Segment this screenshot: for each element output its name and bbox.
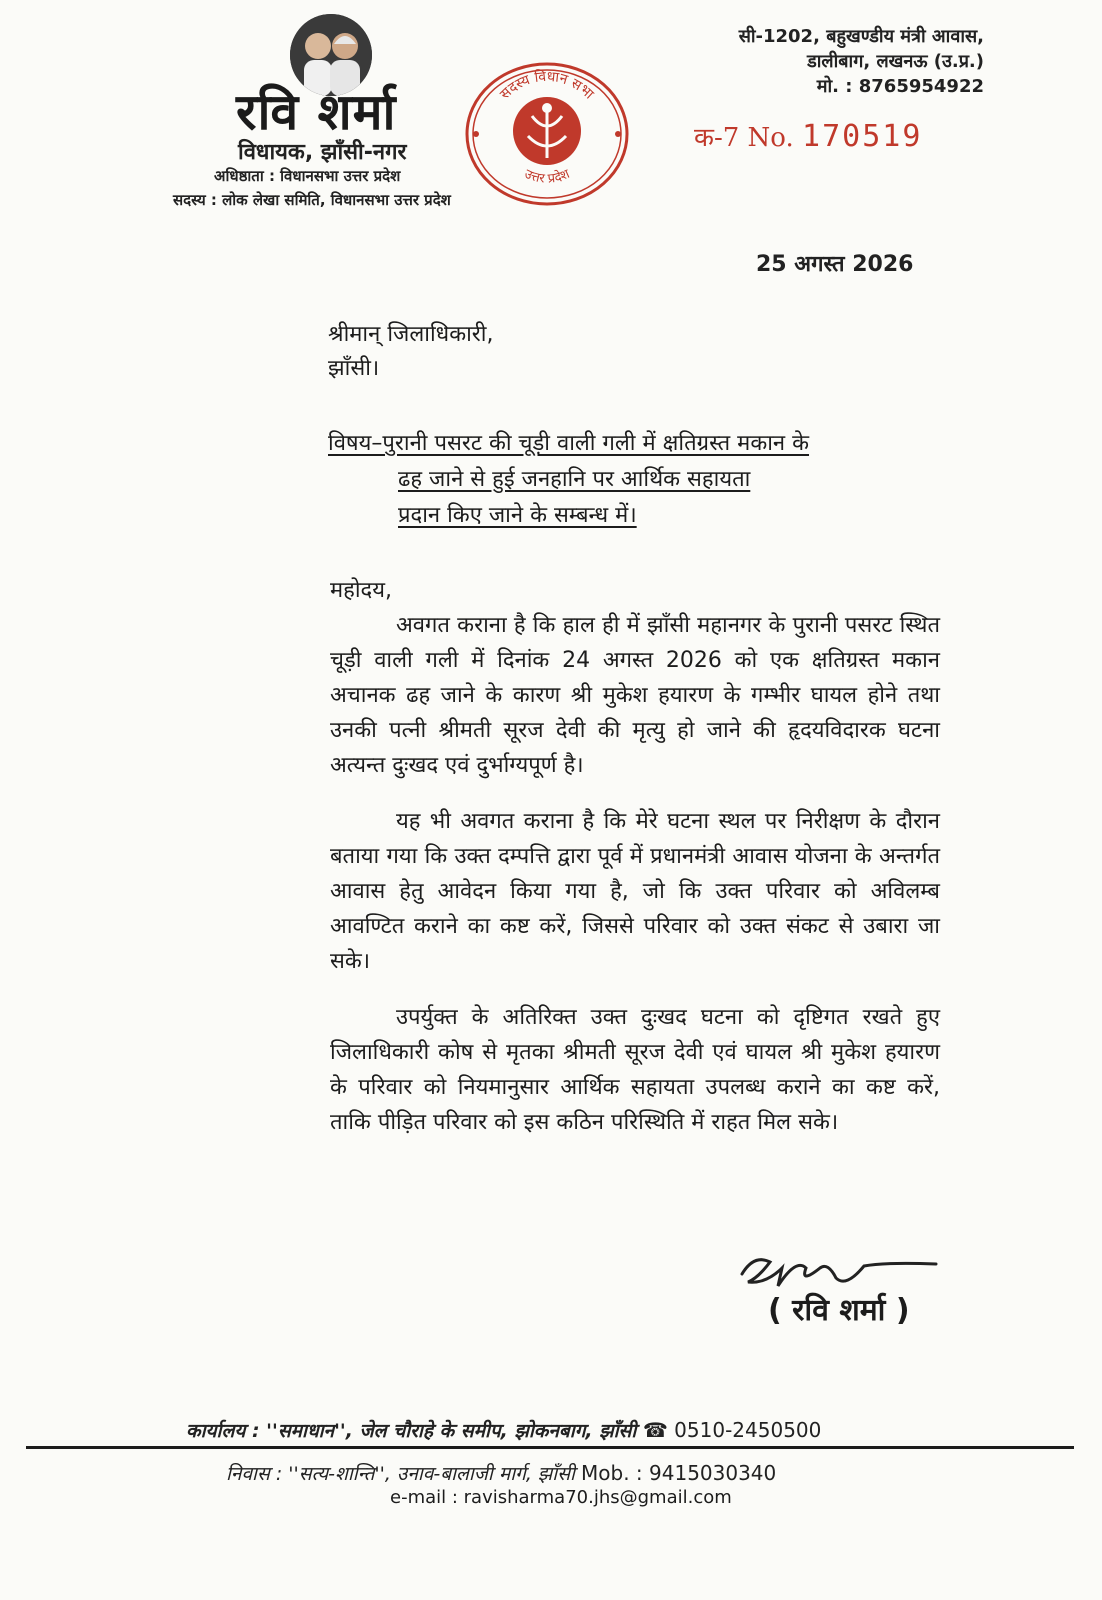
- address-line-2: डालीबाग, लखनऊ (उ.प्र.): [807, 51, 984, 72]
- letter-date: 25 अगस्त 2026: [756, 252, 914, 277]
- footer-office: [186, 1417, 821, 1443]
- addressee-line-1: श्रीमान् जिलाधिकारी,: [328, 322, 494, 347]
- body-paragraph-1: अवगत कराना है कि हाल ही में झाँसी महानगर के पुरानी पसरट स्थित चूड़ी वाली गली में दिनांक 24 अगस्त 2026 को एक क्षतिग्रस्त मकान अचानक ढह जाने के कारण श्री मुकेश हयारण के गम्भीर घायल होने तथा उनकी पत्नी श्रीमती सूरज देवी की मृत्यु हो जाने की हृदयविदारक घटना अत्यन्त दुःखद एवं दुर्भाग्यपूर्ण है।: [330, 613, 940, 778]
- salutation: महोदय,: [330, 578, 392, 603]
- signatory-name: ( रवि शर्मा ): [768, 1293, 910, 1328]
- address-line-1: सी-1202, बहुखण्डीय मंत्री आवास,: [738, 26, 984, 47]
- mobile-number: Mob. : 9415030340: [581, 1461, 777, 1485]
- residence-address: निवास : ''सत्य-शान्ति'', उनाव-बालाजी मार्ग, झाँसी: [226, 1463, 575, 1485]
- assembly-seal-icon: [462, 56, 632, 206]
- body-paragraph-2: यह भी अवगत कराना है कि मेरे घटना स्थल पर निरीक्षण के दौरान बताया गया कि उक्त दम्पत्ति द्वारा पूर्व में प्रधानमंत्री आवास योजना के अन्तर्गत आवास हेतु आवेदन किया गया है, जो कि उक्त परिवार को अविलम्ब आवण्टित कराने का कष्ट करें, जिससे परिवार को उक्त संकट से उबारा जा सके।: [330, 809, 940, 974]
- subject-line-1: विषय–पुरानी पसरट की चूड़ी वाली गली में क्षतिग्रस्त मकान के: [328, 431, 810, 456]
- seal-top-text: सदस्य विधान सभा: [497, 68, 597, 103]
- address-line-3: मो. : 8765954922: [816, 76, 984, 97]
- letterhead-designation: विधायक, झाँसी-नगर: [238, 140, 407, 165]
- reference-value: 170519: [802, 119, 923, 154]
- letterhead-name: रवि शर्मा: [236, 83, 397, 141]
- official-address: [739, 24, 984, 99]
- footer-residence: [226, 1460, 776, 1486]
- office-phone: ☎ 0510-2450500: [642, 1418, 822, 1442]
- addressee: [328, 318, 493, 386]
- subject-line-2: ढह जाने से हुई जनहानि पर आर्थिक सहायता: [398, 467, 751, 492]
- footer-email: e-mail : ravisharma70.jhs@gmail.com: [390, 1487, 732, 1508]
- footer-divider: [26, 1446, 1074, 1449]
- body-paragraph-3: उपर्युक्त के अतिरिक्त उक्त दुःखद घटना को दृष्टिगत रखते हुए जिलाधिकारी कोष से मृतका श्रीमती सूरज देवी एवं घायल श्री मुकेश हयारण के परिवार को नियमानुसार आर्थिक सहायता उपलब्ध कराने का कष्ट करें, ताकि पीड़ित परिवार को इस कठिन परिस्थिति में राहत मिल सके।: [330, 1005, 940, 1135]
- letterhead-role-1: अधिष्ठाता : विधानसभा उत्तर प्रदेश: [214, 167, 401, 185]
- subject-line-3: प्रदान किए जाने के सम्बन्ध में।: [398, 503, 637, 528]
- reference-number: [694, 118, 922, 154]
- subject: [328, 426, 940, 534]
- seal-bottom-text: उत्तर प्रदेश: [521, 166, 573, 187]
- office-address: कार्यालय : ''समाधान'', जेल चौराहे के समीप, झोकनबाग, झाँसी: [186, 1420, 637, 1442]
- letterhead-role-2: सदस्य : लोक लेखा समिति, विधानसभा उत्तर प्रदेश: [173, 191, 451, 209]
- svg-text:उत्तर प्रदेश: [522, 166, 573, 187]
- addressee-line-2: झाँसी।: [328, 356, 380, 381]
- reference-prefix: क-7 No.: [694, 123, 794, 153]
